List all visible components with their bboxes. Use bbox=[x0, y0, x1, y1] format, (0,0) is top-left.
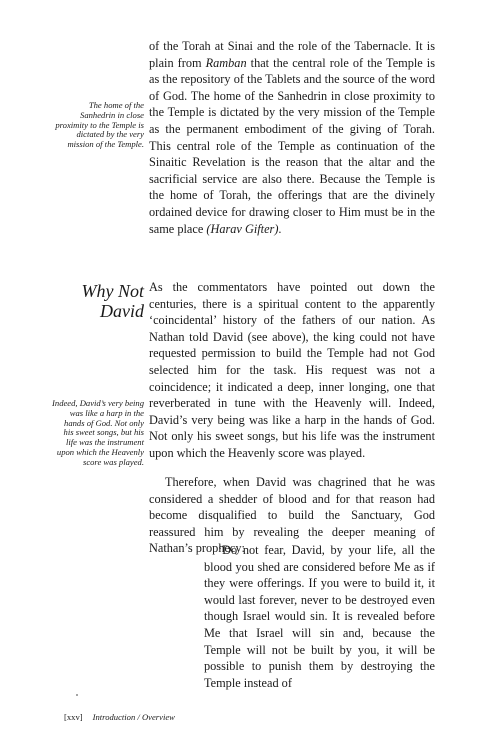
margin-note-1: The home of the Sanhedrin in close proximity to the Temple is dictated by the very mission of the Temple. bbox=[55, 100, 144, 150]
source-harav-gifter: (Harav Gifter) bbox=[206, 221, 279, 236]
print-speck bbox=[76, 694, 78, 696]
body-paragraph-2: As the commentators have pointed out down the centuries, there is a spiritual content to the apparently ‘coincidental’ history of the fathers of our nation. As Nathan told David (see above), the king could not have requested permission to build the Temple had not God selected him for the task. His request was not a coincidence; it indicated a deep, inner longing, one that reverberated in tune with the Heavenly will. Indeed, David’s very being was like a harp in the hands of God. Not only his sweet songs, but his life was the instrument upon which the Heavenly score was played. bbox=[149, 280, 435, 460]
page-footer bbox=[64, 712, 175, 722]
margin-note-2: Indeed, David’s very being was like a harp in the hands of God. Not only his sweet songs, but his life was the instrument upon which the Heavenly score was played. bbox=[52, 398, 144, 467]
body-paragraph-3: Therefore, when David was chagrined that he was considered a shedder of blood and for that reason had become disqualified to build the Sanctuary, God reassured him by revealing the deeper meaning of Nathan’s prophecy: bbox=[149, 475, 435, 556]
para1-end: . bbox=[278, 221, 282, 236]
body-paragraph-1 bbox=[149, 38, 435, 237]
block-quote: ‘Do not fear, David, by your life, all the blood you shed are considered before Me as if they were offerings. If you were to build it, it would last forever, never to be destroyed even though Israel would sin. It is revealed before Me that Israel will sin and, because the Temple will not be built by you, it will be possible to punish them by destroying the Temple instead of bbox=[204, 543, 435, 690]
running-head: Introduction / Overview bbox=[92, 712, 175, 722]
para1-lead: of the Torah at Sinai and the role of the Tabernacle. It is plain from bbox=[149, 39, 435, 70]
para1-body: that the central role of the Temple is as the repository of the Tablets and the source of the word of God. The home of the Sanhedrin in close proximity to the Temple is dictated by the very mission of the Temple as the permanent embodiment of the giving of Torah. This central role of the Temple as continuation of the Sinaitic Revelation is the reason that the altar and the sacrificial service are also there. Because the Temple is the home of Torah, the offerings that are the divinely ordained device for drawing closer to Him must be in the same place bbox=[149, 55, 436, 236]
folio-number: [xxv] bbox=[64, 712, 83, 722]
section-heading-why-not-david: Why Not David bbox=[81, 281, 144, 321]
source-ramban: Ramban bbox=[205, 55, 247, 70]
